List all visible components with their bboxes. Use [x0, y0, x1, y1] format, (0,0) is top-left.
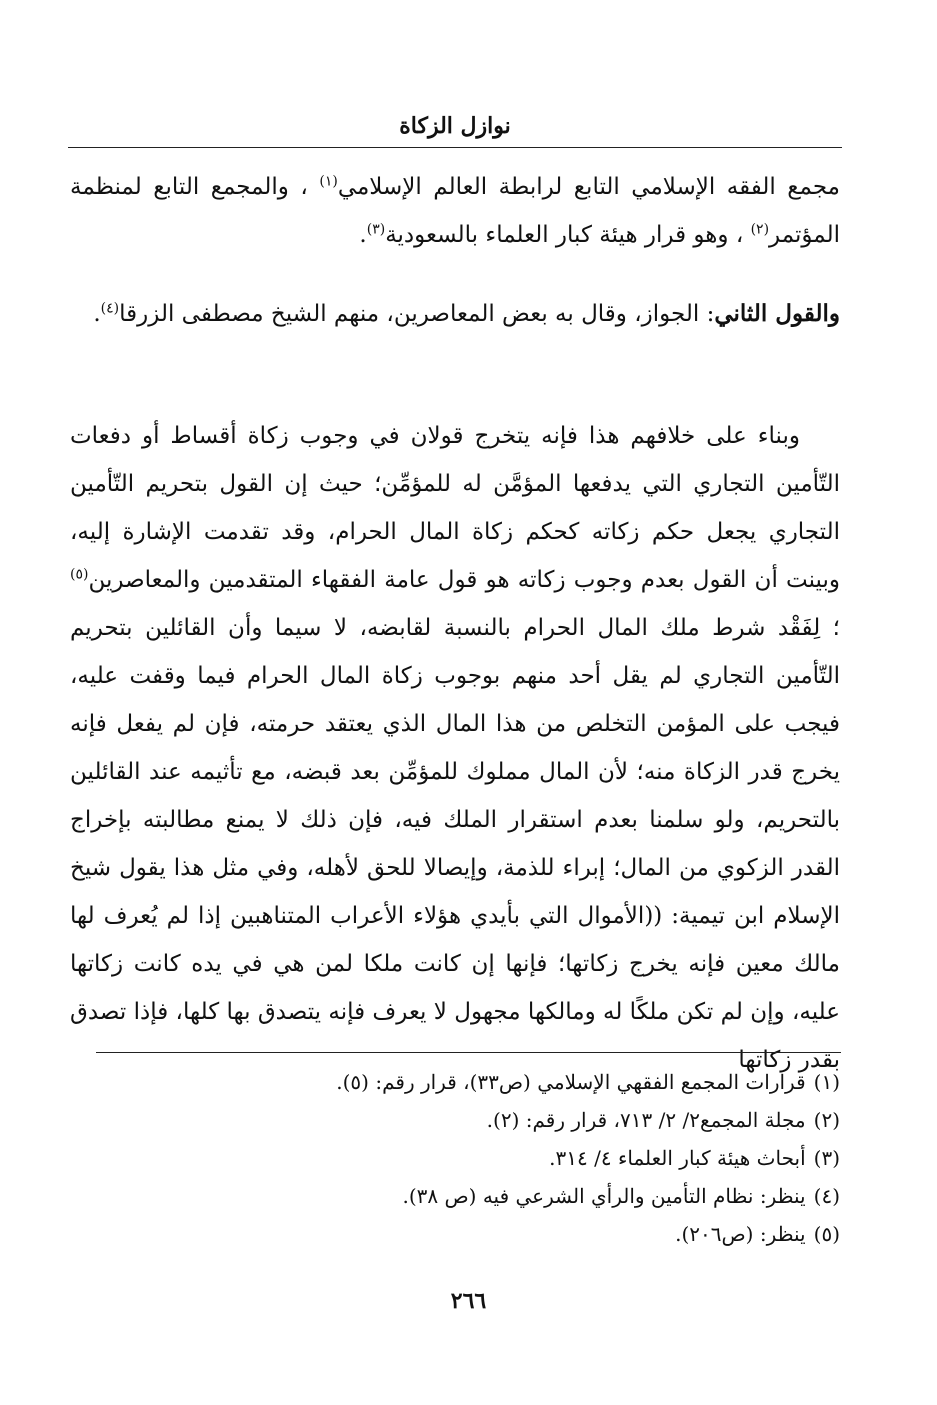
footnote-text: ينظر: نظام التأمين والرأي الشرعي فيه (ص ٣٨). — [402, 1184, 806, 1208]
footnote-reference[interactable]: (٤) — [100, 300, 120, 317]
running-title: نوازل الزكاة — [399, 113, 511, 139]
paragraph-text: ؛ لِفَقْد شرط ملك المال الحرام بالنسبة لقابضه، لا سيما وأن القائلين بتحريم التّأمين التجاري لم يقل أحد منهم بوجوب زكاة المال الحرام فيما وقفت عليه، فيجب على المؤمن التخلص من هذا المال الذي يعتقد حرمته، فإن لم يفعل فإنه يخرج قدر الزكاة منه؛ لأن المال مملوك للمؤمِّن بعد قبضه، مع تأثيمه عند القائلين بالتحريم، ولو سلمنا بعدم استقرار الملك فيه، فإن ذلك لا يمنع مطالبته بإخراج القدر الزكوي من المال؛ إبراء للذمة، وإيصالا للحق لأهله، وفي مثل هذا يقول شيخ الإسلام ابن تيمية: ((الأموال التي بأيدي هؤلاء الأعراب المتناهبين إذا لم يُعرف لها مالك معين فإنه يخرج زكاتها؛ فإنها إن كانت ملكا لمن هي في يده كانت زكاتها عليه، وإن لم تكن ملكًا له ومالكها مجهول لا يعرف فإنه يتصدق بها كلها، فإذا تصدق بقدر زكاتها — [70, 615, 840, 1073]
footnote-text: أبحاث هيئة كبار العلماء ٤/ ٣١٤. — [549, 1146, 806, 1170]
paragraph-text: مجمع الفقه الإسلامي التابع لرابطة العالم الإسلامي — [337, 174, 840, 200]
footnote-reference[interactable]: (٥) — [70, 566, 89, 583]
paragraph-text: ، والمجمع التابع لمنظمة المؤتمر — [70, 174, 840, 248]
paragraph-text: . — [359, 222, 367, 248]
footnote-text: قرارات المجمع الفقهي الإسلامي (ص٣٣)، قرار رقم: (٥). — [336, 1070, 806, 1094]
section-lead: والقول الثاني — [714, 300, 840, 327]
footnote-reference[interactable]: (٢) — [750, 221, 770, 238]
footnote-number: (٣) — [813, 1146, 840, 1170]
footnote-divider — [96, 1052, 841, 1053]
footnote-number: (١) — [813, 1070, 840, 1094]
footnote-text: مجلة المجمع٢/ ٢/ ٧١٣، قرار رقم: (٢). — [486, 1108, 806, 1132]
footnote — [70, 1177, 840, 1215]
footnote-number: (٢) — [813, 1108, 840, 1132]
paragraph-1 — [70, 163, 840, 259]
page-number: ٢٦٦ — [450, 1288, 487, 1314]
footnote-number: (٥) — [813, 1222, 840, 1246]
footnote — [70, 1215, 840, 1253]
paragraph-2 — [70, 290, 840, 338]
footnotes — [70, 1063, 840, 1253]
footnote — [70, 1139, 840, 1177]
footnote-reference[interactable]: (١) — [319, 173, 338, 190]
footnote-number: (٤) — [813, 1184, 840, 1208]
footnote-text: ينظر: (ص٢٠٦). — [675, 1222, 806, 1246]
footnote-reference[interactable]: (٣) — [366, 221, 386, 238]
paragraph-text: . — [93, 301, 101, 327]
footnote — [70, 1063, 840, 1101]
header-divider — [68, 147, 842, 148]
paragraph-text: ، وهو قرار هيئة كبار العلماء بالسعودية — [385, 222, 744, 248]
paragraph-3 — [70, 412, 840, 1084]
paragraph-text: : الجواز، وقال به بعض المعاصرين، منهم الشيخ مصطفى الزرقا — [119, 301, 715, 327]
footnote — [70, 1101, 840, 1139]
paragraph-text: وبناء على خلافهم هذا فإنه يتخرج قولان في وجوب زكاة أقساط أو دفعات التّأمين التجاري التي يدفعها المؤمَّن له للمؤمِّن؛ حيث إن القول بتحريم التّأمين التجاري يجعل حكم زكاته كحكم زكاة المال الحرام، وقد تقدمت الإشارة إليه، وبينت أن القول بعدم وجوب زكاته هو قول عامة الفقهاء المتقدمين والمعاصرين — [70, 423, 840, 593]
